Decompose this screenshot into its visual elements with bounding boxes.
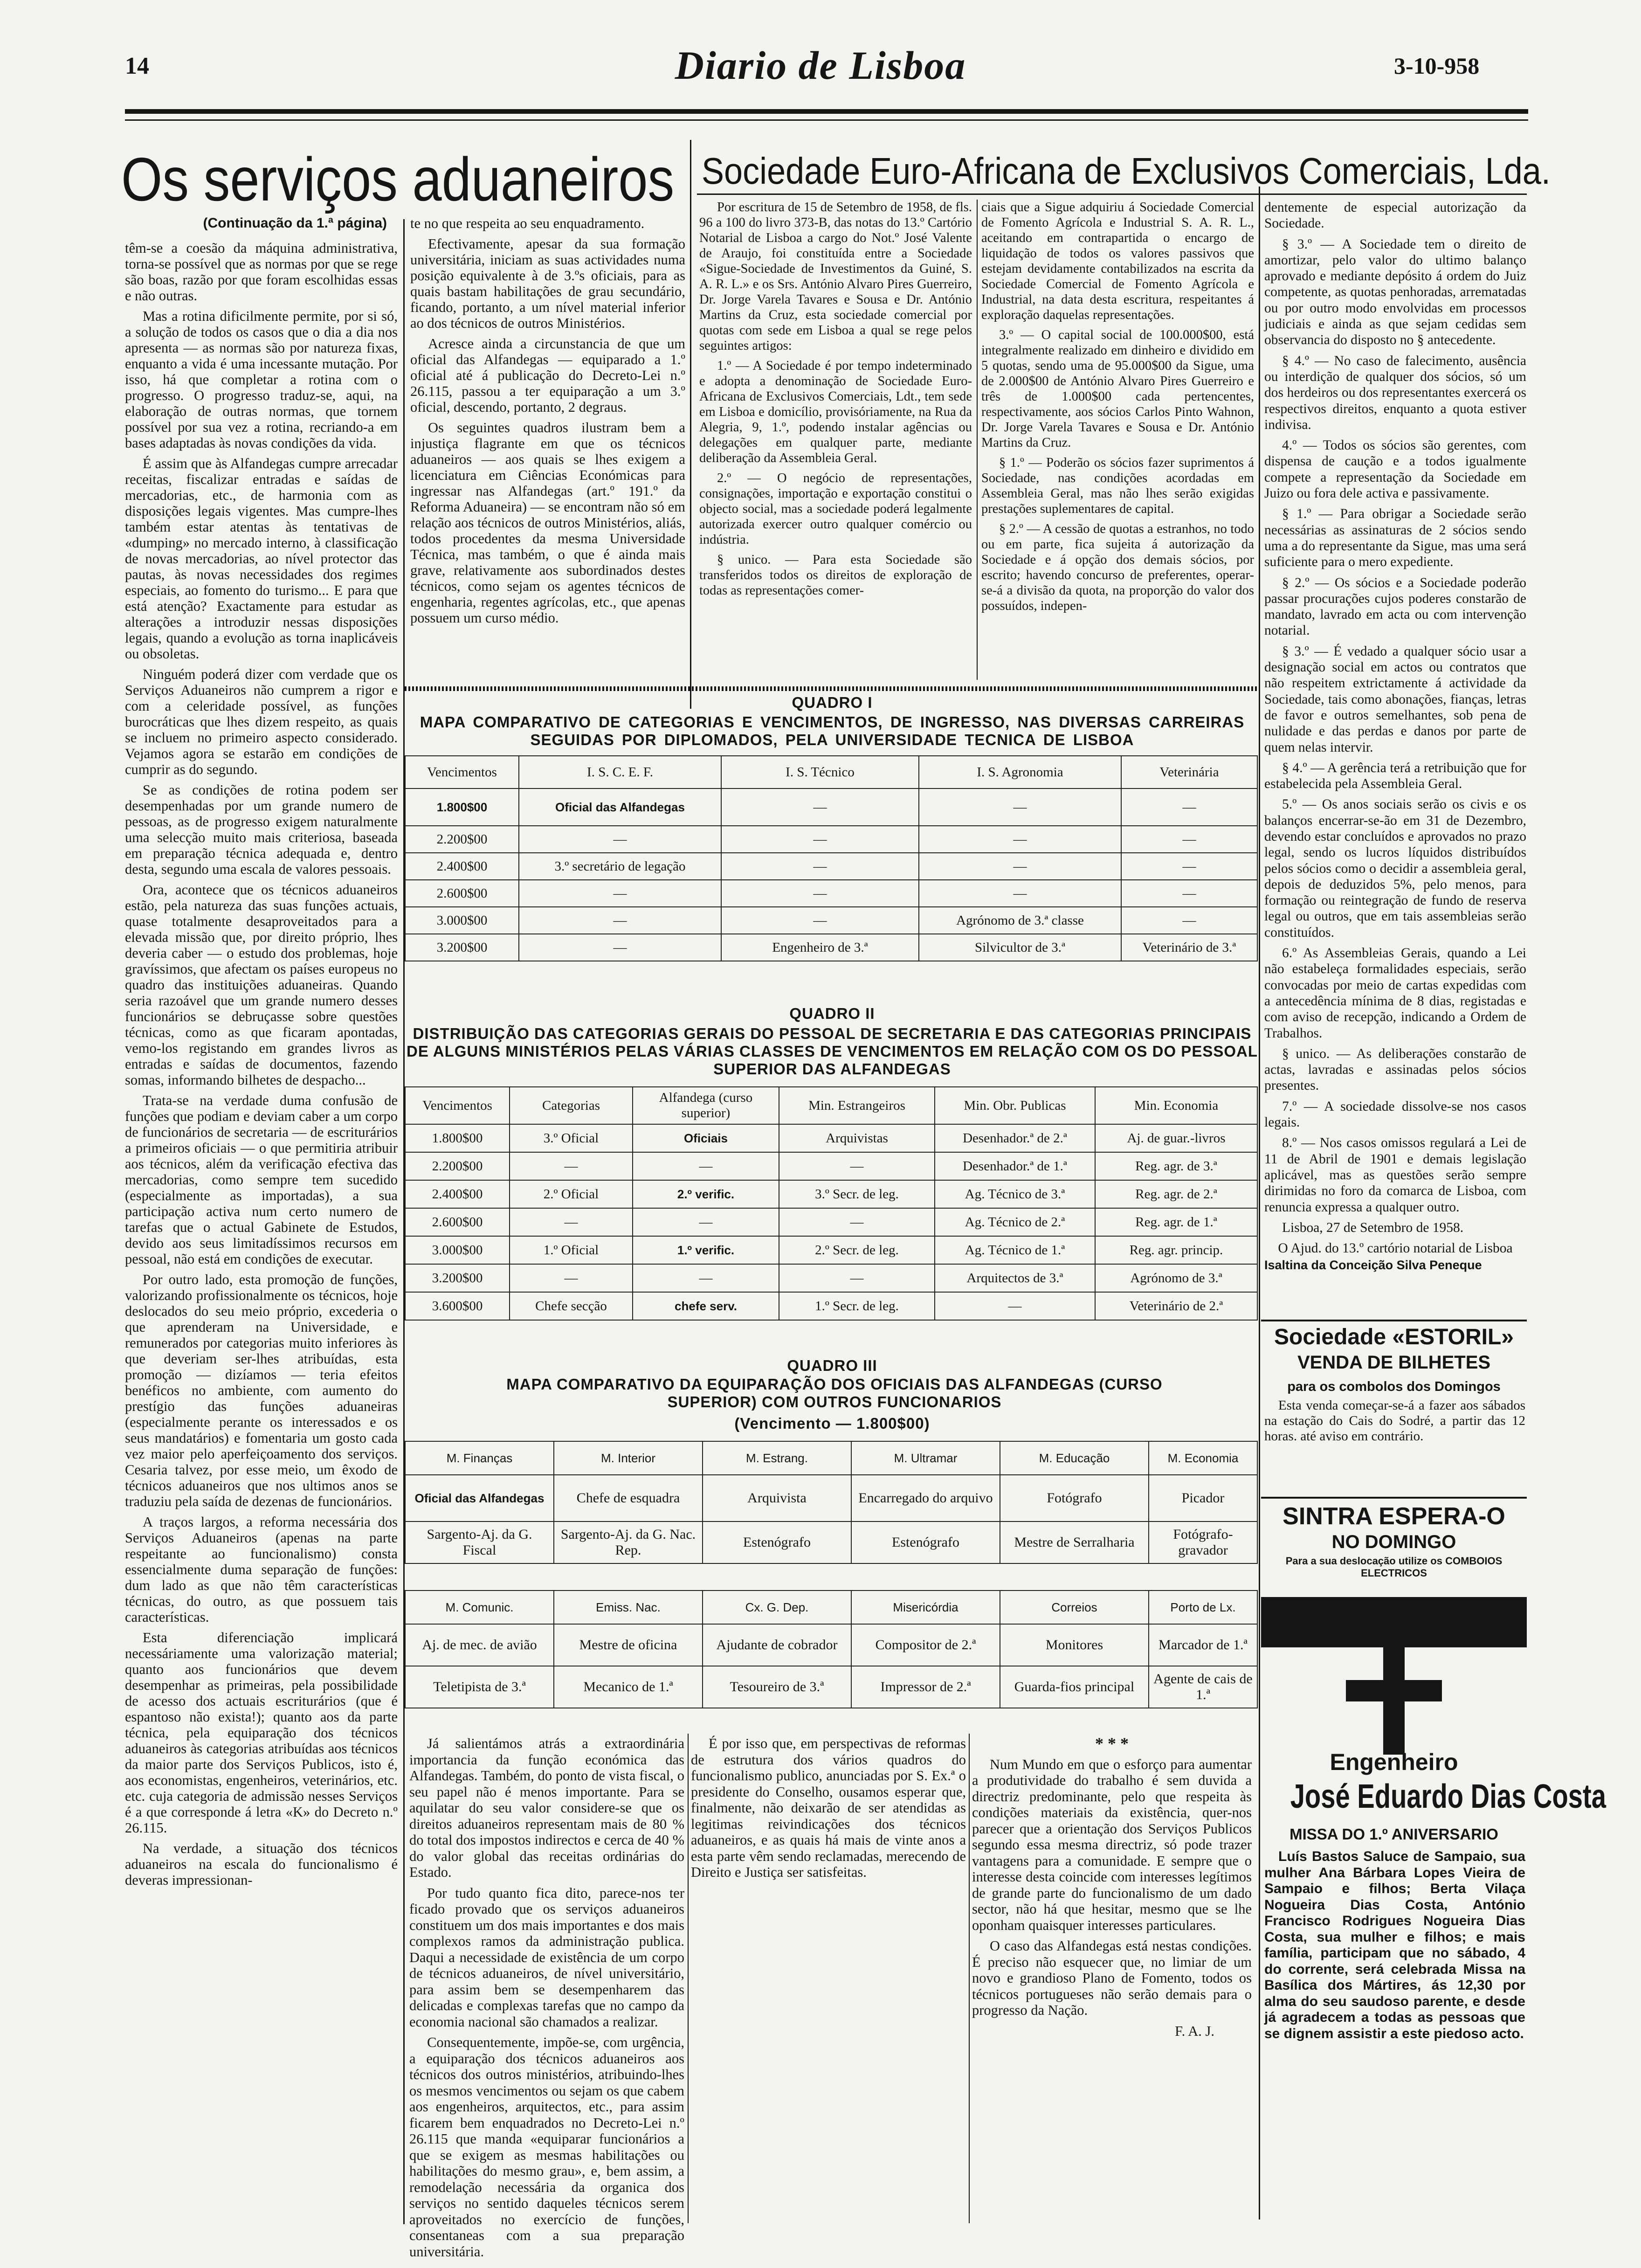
paragraph: Ninguém poderá dizer com verdade que os Serviços Aduaneiros não cumprem a rigor e com a celeridade possível, as funções burocráticas que lhes dizem respeito, as quais se incluem no primeiro aspecto considerado. Vejamos agora se estarão em condições de cumprir as do segundo.: [125, 666, 398, 777]
article-bottom-column-1: [409, 1736, 684, 2260]
table-row: 2.200$00 — — — Desenhador.ª de 1.ª Reg. agr. de 3.ª: [405, 1152, 1257, 1180]
paragraph: § 2.º — Os sócios e a Sociedade poderão passar procurações cujos poderes constarão de mandato, lavrado em acta ou com intervenção notarial.: [1264, 575, 1526, 638]
sintra-ad-title: SINTRA ESPERA-O: [1282, 1503, 1505, 1530]
table-row: 2.400$00 3.º secretário de legação — — —: [405, 853, 1257, 880]
paragraph: § 1.º — Para obrigar a Sociedade serão necessárias as assinaturas de 2 sócios sendo uma a do representante da Sigue, mas uma será suficiente para o mero expediente.: [1264, 506, 1526, 570]
column-rule: [969, 1734, 970, 2223]
paragraph: Mas a rotina dificilmente permite, por si só, a solução de todos os casos que o dia a dia nos apresenta — as normas são por natureza fixas, enquanto a vida é uma incessante mutação. Por isso, há que completar a rotina com o progresso. O progresso traduz-se, aqui, na elaboração de outras normas, que tornem possível por sua vez a rotina, recriando-a em bases adaptadas às novas condições da vida.: [125, 308, 398, 451]
paragraph: § 4.º — A gerência terá a retribuição que for estabelecida pela Assembleia Geral.: [1264, 760, 1526, 792]
paragraph: ciais que a Sigue adquiriu á Sociedade Comercial de Fomento Agrícola e Industrial S. A. R. L., aceitando em contrapartida o encargo de liquidação de todos os valores passivos que estejam devidamente contabilizados na escrita da Sociedade Comercial de Fomento Agrícola e Industrial, na data desta escritura, respeitantes á exploração daquelas representações.: [981, 200, 1254, 322]
table-row: 2.600$00 — — — Ag. Técnico de 2.ª Reg. agr. de 1.ª: [405, 1208, 1257, 1236]
obituary-mass: MISSA DO 1.º ANIVERSARIO: [1289, 1825, 1498, 1843]
quadro-3-top-table: [405, 1441, 1258, 1564]
table-header: M. Ultramar: [851, 1441, 1000, 1475]
table-header: Vencimentos: [405, 756, 519, 788]
article-column-1: [125, 240, 398, 2224]
paragraph: § 4.º — No caso de falecimento, ausência ou interdição de qualquer dos sócios, só um dos herdeiros ou dos representantes exercerá os respectivos direitos, enquanto a quota estiver indivisa.: [1264, 353, 1526, 432]
table-header: Correios: [1000, 1590, 1149, 1624]
table-header: M. Comunic.: [405, 1590, 554, 1624]
obituary-black-band: [1261, 1597, 1527, 1647]
obituary-text: Luís Bastos Saluce de Sampaio, sua mulher Ana Bárbara Lopes Vieira de Sampaio e filhos; Berta Vilaça Nogueira Dias Costa, António Francisco Rodrigues Nogueira Dias Costa, sua mulher e filhos; e mais família, participam que no sábado, 4 do corrente, será celebrada Missa na Basílica dos Mártires, ás 12,30 por alma do seu saudoso parente, e desde já agradecem a todas as pessoas que se dignem assistir a este piedoso acto.: [1264, 1849, 1525, 2041]
paragraph: Os seguintes quadros ilustram bem a injustiça flagrante em que os técnicos aduaneiros — aos quais se lhes exigem a licenciatura em Ciências Económicas para ingressar nas Alfandegas (art.º 191.º da Reforma Aduaneira) — se encontram não só em relação aos técnicos de outros Ministérios, aliás, todos procedentes da mesma Universidade Técnica, mas também, o que é ainda mais grave, relativamente aos subordinados destes técnicos, como sejam os agentes técnicos de engenharia, regentes agrícolas, etc., que apenas possuem um curso médio.: [410, 420, 685, 626]
table-header: Emiss. Nac.: [554, 1590, 703, 1624]
quadro-1-title: MAPA COMPARATIVO DE CATEGORIAS E VENCIMENTOS, DE INGRESSO, NAS DIVERSAS CARREIRAS SEGUIDAS POR DIPLOMADOS, PELA UNIVERSIDADE TECNICA DE LISBOA: [420, 713, 1245, 748]
paragraph: 3.º — O capital social de 100.000$00, está integralmente realizado em dinheiro e dividido em 5 quotas, sendo uma de 95.000$00 da Sigue, uma de 2.000$00 de António Alvaro Pires Guerreiro e três de 1.000$00 cada pertencentes, respectivamente, aos sócios Carlos Pinto Wahnon, Dr. Jorge Varela Tavares e Sousa e Dr. António Martins da Cruz.: [981, 328, 1254, 450]
paragraph: Esta diferenciação implicará necessáriamente uma valorização material; quanto aos funcionários que devem desempenhar as primeiras, pela possibilidade de acesso dos actuais escriturários (que é espantoso não exista!); quanto aos da parte técnica, pela equiparação dos técnicos aduaneiros às categorias atribuídas aos técnicos da maior parte dos Serviços Publicos, isto é, aos economistas, engenheiros, veterinários, etc. etc. cuja categoria de admissão nesses Serviços é a que corresponde á letra «K» do Decreto n.º 26.115.: [125, 1630, 398, 1836]
table-header: Min. Obr. Publicas: [935, 1087, 1095, 1124]
paragraph: 1.º — A Sociedade é por tempo indeterminado e adopta a denominação de Sociedade Euro-Africana de Exclusivos Comerciais, Ldt., tem sede em Lisboa e domicílio, provisóriamente, na Rua da Alegria, 9, 1.º, podendo instalar agências ou delegações em qualquer parte, mediante deliberação da Assembleia Geral.: [699, 359, 972, 465]
table-header: Porto de Lx.: [1149, 1590, 1257, 1624]
paragraph-ornament: * * *: [1095, 1734, 1129, 1753]
table-row: 2.400$00 2.º Oficial 2.º verific. 3.º Secr. de leg. Ag. Técnico de 3.ª Reg. agr. de 2.ª: [405, 1180, 1257, 1208]
paragraph: Acresce ainda a circunstancia de que um oficial das Alfandegas — equiparado a 1.º oficial até á publicação do Decreto-Lei n.º 26.115, passou a ter equiparação a um 3.º oficial, descendo, portanto, 2 degraus.: [410, 336, 685, 415]
notice-column-2: [981, 200, 1254, 681]
estoril-ad-subtitle-2: para os combolos dos Domingos: [1287, 1379, 1501, 1394]
estoril-ad-title: Sociedade «ESTORIL»: [1274, 1325, 1514, 1349]
notice-headline: Sociedade Euro-Africana de Exclusivos Comerciais, Lda.: [702, 150, 1551, 192]
table-row: 3.200$00 — — — Arquitectos de 3.ª Agrónomo de 3.ª: [405, 1264, 1257, 1292]
column-rule: [690, 140, 691, 709]
page-number: 14: [125, 53, 149, 79]
quadro-2-label: QUADRO II: [789, 1005, 875, 1022]
table-row: Sargento-Aj. da G. Fiscal Sargento-Aj. da G. Nac. Rep. Estenógrafo Estenógrafo Mestre de Serralharia Fotógrafo-gravador: [405, 1521, 1257, 1563]
paragraph: É assim que às Alfandegas cumpre arrecadar receitas, fiscalizar entradas e saídas de mercadorias, etc., de harmonia com as disposições legais vigentes. Mas cumpre-lhes também estar atentas às tentativas de «dumping» no mercado interno, à classificação de novas mercadorias, ao nível protector das pautas, às novas necessidades dos regimes especiais, ao fomento do turismo... E para que está atenção? Exactamente para estudar as alterações a introduzir nessas disposições legais, quando a evolução as torna inaplicáveis ou obsoletas.: [125, 456, 398, 662]
column-rule: [688, 1734, 689, 2223]
paragraph: 7.º — A sociedade dissolve-se nos casos legais.: [1264, 1099, 1526, 1130]
quadro-3-subtitle: (Vencimento — 1.800$00): [734, 1415, 930, 1432]
paragraph: Consequentemente, impõe-se, com urgência, a equiparação dos técnicos aduaneiros aos técnicos dos outros ministérios, atribuindo-lhes os mesmos vencimentos ou sejam os que cabem aos engenheiros, arquitectos, etc., para assim ficarem bem enquadrados no Decreto-Lei n.º 26.115 que manda «equiparar funcionários a que se exigem as mesmas habilitações ou habilitações do mesmo grau», e, bem assim, a remodelação necessária da organica dos serviços no sentido daqueles técnicos serem aproveitados no exercício de funções, consentaneas com a sua preparação universitária.: [409, 2034, 684, 2260]
table-header: I. S. Agronomia: [919, 756, 1121, 788]
issue-date: 3-10-958: [1394, 53, 1480, 79]
table-header: M. Estrang.: [703, 1441, 851, 1475]
table-header: M. Finanças: [405, 1441, 554, 1475]
quadro-3-title: MAPA COMPARATIVO DA EQUIPARAÇÃO DOS OFICIAIS DAS ALFANDEGAS (CURSO SUPERIOR) COM OUTROS FUNCIONARIOS: [506, 1376, 1163, 1411]
estoril-ad-subtitle: VENDA DE BILHETES: [1297, 1352, 1491, 1373]
paragraph: 2.º — O negócio de representações, consignações, importação e exportação constitui o objecto social, mas a sociedade poderá legalmente autorizada exercer outro qualquer comércio ou indústria.: [699, 471, 972, 547]
notice-column-1: [699, 200, 972, 681]
paragraph: A traços largos, a reforma necessária dos Serviços Aduaneiros (apenas na parte respeitante ao funcionalismo) consta essencialmente duma separação de funções: dum lado as que não têm características técnicas, do outro, as que possuem tais características.: [125, 1514, 398, 1625]
paragraph: dentemente de especial autorização da Sociedade.: [1264, 200, 1526, 231]
paragraph: Trata-se na verdade duma confusão de funções que podiam e deviam caber a um corpo de funcionários de secretaria — de escriturários a primeiros oficiais — o que permitiria atribuir aos técnicos, além da verificação efectiva das mercadorias, como sempre tem sucedido (especialmente as importadas), a sua participação activa num certo numero de tarefas que o actual Gabinete de Estudos, devido aos seus limitadíssimos recursos em pessoal, não está em condições de executar.: [125, 1093, 398, 1267]
column-rule: [977, 200, 978, 680]
paragraph: têm-se a coesão da máquina administrativa, torna-se possível que as normas por que se rege são boas, razão por que foram escolhidas essas e não outras.: [125, 240, 398, 304]
ad-rule: [1261, 1320, 1527, 1321]
cross-icon: [1261, 1647, 1527, 1755]
paragraph: 6.º As Assembleias Gerais, quando a Lei não estabeleça formalidades especiais, serão convocadas por meio de cartas expedidas com a antecedência mínima de 8 dias, registadas e com aviso de recepção, indicando a Ordem de Trabalhos.: [1264, 946, 1526, 1041]
paragraph: É por isso que, em perspectivas de reformas de estrutura dos vários quadros do funcionalismo publico, anunciadas por S. Ex.ª o presidente do Conselho, ousamos esperar que, finalmente, não deixarão de ser atendidas as legitimas reivindicações dos técnicos aduaneiros, e as quais há mais de vinte anos a esta parte vêm sendo reclamadas, merecendo de Direito e Justiça ser satisfeitas.: [691, 1736, 966, 1880]
paragraph: Por tudo quanto fica dito, parece-nos ter ficado provado que os serviços aduaneiros constituem um dos mais importantes e dos mais complexos ramos da administração publica. Daqui a necessidade de existência de um corpo de técnicos aduaneiros, de nível universitário, para assim bem se desempenharem das delicadas e complexas tarefas que no campo da economia nacional são chamados a realizar.: [409, 1885, 684, 2030]
table-row: 3.200$00 — Engenheiro de 3.ª Silvicultor de 3.ª Veterinário de 3.ª: [405, 934, 1257, 961]
notice-rule: [697, 194, 1527, 195]
paragraph: Lisboa, 27 de Setembro de 1958.: [1282, 1220, 1464, 1235]
paragraph: O Ajud. do 13.º cartório notarial de Lisboa: [1278, 1241, 1513, 1256]
paragraph: Ora, acontece que os técnicos aduaneiros estão, pela natureza das suas funções actuais, quase totalmente desaproveitados para a elevada missão que, por direito próprio, lhes deveria caber — o estudo dos problemas, hoje gravíssimos, que afectam os países europeus no quadro das instituições aduaneiras. Quando seria razoável que um grande numero desses funcionários se debruçasse sobre questões técnicas, como as que ficaram apontadas, vemo-los registando em grandes livros as entradas e saídas de documentos, fazendo somas, informando bilhetes de despacho...: [125, 882, 398, 1088]
table-header: M. Interior: [554, 1441, 703, 1475]
table-row: 3.000$00 — — Agrónomo de 3.ª classe —: [405, 907, 1257, 934]
paragraph: O caso das Alfandegas está nestas condições. É preciso não esquecer que, no limiar de um novo e grandioso Plano de Fomento, todos os técnicos portugueses não serão demais para o progresso da Nação.: [972, 1938, 1252, 2018]
paragraph: Efectivamente, apesar da sua formação universitária, iniciam as suas actividades numa posição equivalente à de 3.ºs oficiais, para as quais bastam habilitações de grau secundário, ficando, portanto, a um nível material inferior ao dos técnicos de outros Ministérios.: [410, 236, 685, 331]
table-header: Categorias: [510, 1087, 633, 1124]
table-header: I. S. Técnico: [721, 756, 919, 788]
quadro-3-label: QUADRO III: [787, 1357, 877, 1374]
paragraph: Num Mundo em que o esforço para aumentar a produtividade do trabalho é sem duvida a directriz predominante, pelo que respeita às condições materiais da existência, quer-nos parecer que a orientação dos Serviços Publicos segundo essa mesma directriz, só pode trazer vantagens para a comunidade. E sempre que o interesse desta coincide com interesses legítimos de grande parte do funcionalismo de um dado sector, não há que hesitar, mesmo que se lhe oponham quaisquer interesses particulares.: [972, 1756, 1252, 1933]
table-row: 2.600$00 — — — —: [405, 880, 1257, 907]
quadro-1-table: [405, 755, 1258, 961]
article-signature: F. A. J.: [1175, 2023, 1214, 2039]
table-header: Veterinária: [1121, 756, 1257, 788]
column-rule: [1259, 187, 1260, 2220]
paragraph: § 1.º — Poderão os sócios fazer suprimentos á Sociedade, nas condições acordadas em Assembleia Geral, mas não lhes serão exigidas prestações suplementares de capital.: [981, 456, 1254, 516]
sintra-ad-subtitle: NO DOMINGO: [1331, 1532, 1456, 1552]
header-rule-thin: [125, 119, 1528, 121]
paragraph: 5.º — Os anos sociais serão os civis e os balanços encerrar-se-ão em 31 de Dezembro, devendo estar concluídos e aprovados no prazo legal, sendo os lucros líquidos distribuídos pelos sócios como o decidir a assembleia geral, depois de deduzidos 5%, pelo menos, para formação ou reintegração de fundo de reserva legal ou outros, que em tais assembleias serão constituídos.: [1264, 797, 1526, 940]
article-continuation: (Continuação da 1.ª página): [203, 215, 387, 231]
table-row: 2.200$00 — — — —: [405, 826, 1257, 853]
table-row: Oficial das Alfandegas Chefe de esquadra Arquivista Encarregado do arquivo Fotógrafo Picador: [405, 1475, 1257, 1521]
paragraph: Por outro lado, esta promoção de funções, valorizando profissionalmente os técnicos, hoje deslocados do seu meio próprio, excederia o que aprenderam na Universidade, e remunerados por categorias muito inferiores às que deveriam ser-lhes atribuídas, esta promoção — dizíamos — teria efeitos benéficos no ambiente, com aumento do prestígio das funções aduaneiras (especialmente perante os interessados e os seus mandatários) e fomentaria um gosto cada vez maior pelo aperfeiçoamento dos serviços. Cesaria talvez, por esse meio, um êxodo de técnicos aduaneiros que nos ultimos anos se traduziu pela saída de dezenas de funcionários.: [125, 1272, 398, 1509]
paragraph: Por escritura de 15 de Setembro de 1958, de fls. 96 a 100 do livro 373-B, das notas do 13.º Cartório Notarial de Lisboa a cargo do Not.º José Valente de Araujo, foi constituída entre a Sociedade «Sigue-Sociedade de Investimentos da Guiné, S. A. R. L.» e os Srs. António Alvaro Pires Guerreiro, Dr. Jorge Varela Tavares e Sousa e Dr. António Martins da Cruz, esta sociedade comercial por quotas com sede em Lisboa a qual se rege pelos seguintes artigos:: [699, 200, 972, 353]
article-column-2: [410, 215, 685, 705]
table-header: Alfandega (curso superior): [633, 1087, 779, 1124]
paragraph: § unico. — Para esta Sociedade são transferidos todos os direitos de exploração de todas as representações comer-: [699, 553, 972, 598]
paragraph: 4.º — Todos os sócios são gerentes, com dispensa de caução e a todos igualmente compete a representação da Sociedade em Juizo ou fora dele activa e passivamente.: [1264, 438, 1526, 501]
paragraph: Na verdade, a situação dos técnicos aduaneiros na escala do funcionalismo é deveras impressionan-: [125, 1840, 398, 1888]
quadro-2-table: [405, 1086, 1258, 1321]
header-rule-thick: [125, 109, 1528, 114]
paragraph: § 2.º — A cessão de quotas a estranhos, no todo ou em parte, fica sujeita á autorização da Sociedade e á opção dos demais sócios, por escrito; havendo concurso de preferentes, operar-se-á a divisão da quota, na proporção do valor dos possuídos, indepen-: [981, 522, 1254, 613]
article-headline: Os serviços aduaneiros: [121, 145, 675, 214]
paragraph: § 3.º — A Sociedade tem o direito de amortizar, pelo valor do ultimo balanço aprovado e mediante depósito á ordem do Juiz competente, as quotas penhoradas, arrematadas ou por outro modo envolvidas em processos judiciais e ainda as que sejam cedidas sem observancia do disposto no § antecedente.: [1264, 236, 1526, 348]
ad-rule: [1261, 1497, 1527, 1499]
notice-column-3: [1264, 200, 1526, 1272]
estoril-ad-text: Esta venda começar-se-á a fazer aos sábados na estação do Cais do Sodré, a partir das 12 horas. até aviso em contrário.: [1264, 1398, 1525, 1444]
table-header: Cx. G. Dep.: [703, 1590, 851, 1624]
table-rule: [405, 686, 1258, 691]
table-header: M. Educação: [1000, 1441, 1149, 1475]
paragraph: 8.º — Nos casos omissos regulará a Lei de 11 de Abril de 1901 e demais legislação aplicável, mas as questões serão sempre dirimidas no foro da comarca de Lisboa, com renuncia expressa a qualquer outro.: [1264, 1135, 1526, 1215]
paragraph: Se as condições de rotina podem ser desempenhadas por um grande numero de pessoas, as de progresso exigem naturalmente uma selecção muito mais criteriosa, baseada em preparação técnica adequada e, dentro desta, segundo uma escala de valores pessoais.: [125, 782, 398, 877]
article-bottom-column-2: [691, 1736, 966, 2225]
masthead: Diario de Lisboa: [675, 43, 966, 88]
table-row: 1.800$00 3.º Oficial Oficiais Arquivistas Desenhador.ª de 2.ª Aj. de guar.-livros: [405, 1124, 1257, 1152]
table-header: Misericórdia: [851, 1590, 1000, 1624]
obituary-name: José Eduardo Dias Costa: [1290, 1778, 1606, 1815]
table-row: Teletipista de 3.ª Mecanico de 1.ª Tesoureiro de 3.ª Impressor de 2.ª Guarda-fios principal Agente de cais de 1.ª: [405, 1666, 1257, 1708]
quadro-1-label: QUADRO I: [792, 694, 873, 711]
table-row: 3.600$00 Chefe secção chefe serv. 1.º Secr. de leg. — Veterinário de 2.ª: [405, 1292, 1257, 1320]
table-header: I. S. C. E. F.: [519, 756, 721, 788]
sintra-ad-text: Para a sua deslocação utilize os COMBOIOS ELECTRICOS: [1285, 1555, 1503, 1579]
table-header: M. Economia: [1149, 1441, 1257, 1475]
paragraph: Já salientámos atrás a extraordinária importancia da função económica das Alfandegas. Também, do ponto de vista fiscal, o seu papel não é menos importante. Para se aquilatar do seu valor considere-se que os direitos aduaneiros representam mais de 80 % do total dos impostos indirectos e cerca de 40 % do valor global das receitas ordinárias do Estado.: [409, 1736, 684, 1880]
table-row: 1.800$00 Oficial das Alfandegas — — —: [405, 788, 1257, 826]
notice-signer: Isaltina da Conceição Silva Peneque: [1264, 1258, 1482, 1272]
table-header: Min. Estrangeiros: [779, 1087, 935, 1124]
quadro-2-title: DISTRIBUIÇÃO DAS CATEGORIAS GERAIS DO PESSOAL DE SECRETARIA E DAS CATEGORIAS PRINCIPAIS DE ALGUNS MINISTÉRIOS PELAS VÁRIAS CLASSES DE VENCIMENTOS EM RELAÇÃO COM OS DO PESSOAL SUPERIOR DAS ALFANDEGAS: [406, 1025, 1258, 1078]
table-row: Aj. de mec. de avião Mestre de oficina Ajudante de cobrador Compositor de 2.ª Monitores Marcador de 1.ª: [405, 1624, 1257, 1666]
obituary-title: Engenheiro: [1330, 1749, 1458, 1775]
table-row: 3.000$00 1.º Oficial 1.º verific. 2.º Secr. de leg. Ag. Técnico de 1.ª Reg. agr. princip.: [405, 1236, 1257, 1264]
paragraph: § 3.º — É vedado a qualquer sócio usar a designação social em actos ou contratos que não respeitem extrictamente á actividade da Sociedade, tais como abonações, fianças, letras de favor e outros semelhantes, sob pena de nulidade e das perdas e danos por parte de quem nelas intervir.: [1264, 643, 1526, 755]
table-header: Min. Economia: [1095, 1087, 1257, 1124]
quadro-3-bottom-table: [405, 1590, 1258, 1708]
article-bottom-column-3: [972, 1736, 1252, 2225]
paragraph: te no que respeita ao seu enquadramento.: [410, 215, 645, 231]
table-header: Vencimentos: [405, 1087, 510, 1124]
paragraph: § unico. — As deliberações constarão de actas, lavradas e assinadas pelos sócios presentes.: [1264, 1046, 1526, 1093]
